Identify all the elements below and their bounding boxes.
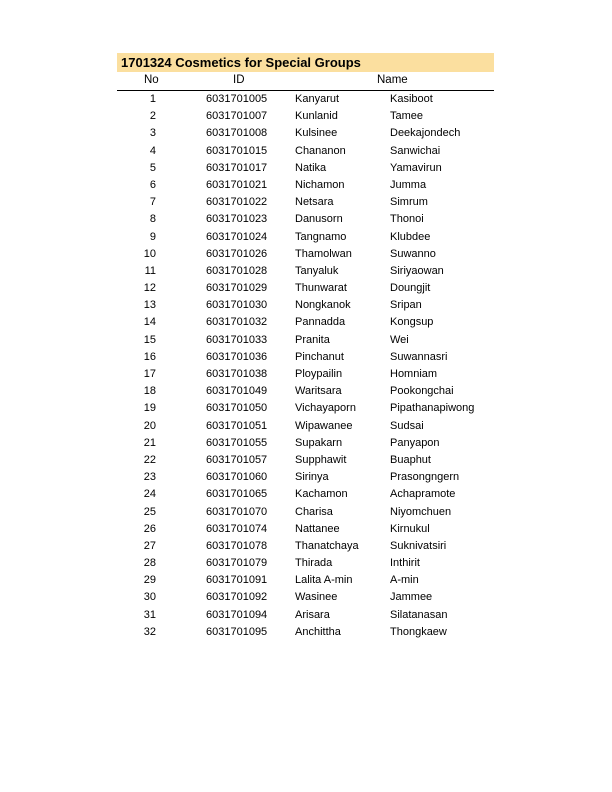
last-name: Kongsup: [390, 316, 434, 329]
row-number: 5: [149, 161, 156, 174]
first-name: Thamolwan: [295, 247, 352, 260]
last-name: Pookongchai: [390, 385, 454, 398]
row-number: 11: [144, 264, 156, 277]
last-name: Pipathanapiwong: [390, 402, 475, 415]
row-number: 25: [143, 505, 156, 518]
last-name: Tamee: [390, 110, 424, 123]
first-name: Vichayaporn: [295, 402, 356, 415]
table-row: [117, 418, 494, 435]
table-row: [117, 383, 494, 400]
student-id: 6031701032: [206, 316, 268, 329]
last-name: Suknivatsiri: [390, 539, 447, 552]
student-id: 6031701015: [206, 144, 268, 157]
first-name: Tangnamo: [295, 230, 347, 243]
row-number: 7: [149, 196, 156, 209]
table-row: [117, 366, 494, 383]
row-number: 1: [149, 93, 156, 105]
table-row: [117, 297, 494, 314]
row-number: 20: [143, 419, 156, 432]
last-name: Kasiboot: [390, 93, 433, 105]
student-id: 6031701051: [206, 419, 268, 432]
last-name: Buaphut: [390, 453, 431, 466]
row-number: 13: [143, 299, 156, 312]
student-id: 6031701017: [206, 161, 268, 174]
last-name: Jammee: [390, 591, 433, 604]
first-name: Nongkanok: [295, 299, 351, 312]
first-name: Natika: [295, 161, 327, 174]
row-number: 19: [143, 402, 156, 415]
first-name: Nichamon: [295, 178, 345, 191]
student-id: 6031701008: [206, 127, 268, 140]
table-row: [117, 555, 494, 572]
student-id: 6031701074: [206, 522, 268, 535]
table-row: [117, 452, 494, 469]
row-number: 14: [143, 316, 156, 329]
table-row: [117, 435, 494, 452]
row-number: 31: [143, 608, 156, 621]
row-number: 16: [143, 350, 156, 363]
table-row: [117, 263, 494, 280]
table-row: [117, 314, 494, 331]
student-id: 6031701092: [206, 591, 268, 604]
row-number: 15: [143, 333, 156, 346]
student-id: 6031701028: [206, 264, 268, 277]
student-id: 6031701095: [206, 625, 268, 638]
table-row: [117, 349, 494, 366]
row-number: 10: [143, 247, 156, 260]
row-number: 6: [149, 178, 156, 191]
table-row: [117, 400, 494, 417]
row-number: 29: [143, 574, 156, 587]
first-name: Netsara: [295, 196, 334, 209]
last-name: Sudsai: [390, 419, 424, 432]
table-row: [117, 246, 494, 263]
first-name: Wipawanee: [295, 419, 353, 432]
table-row: [117, 607, 494, 624]
student-id: 6031701024: [206, 230, 268, 243]
table-row: [117, 177, 494, 194]
first-name: Tanyaluk: [295, 264, 339, 277]
first-name: Kachamon: [295, 488, 348, 501]
row-number: 22: [143, 453, 156, 466]
student-id: 6031701049: [206, 385, 268, 398]
last-name: Jumma: [390, 178, 427, 191]
table-row: [117, 624, 494, 641]
student-id: 6031701029: [206, 282, 268, 295]
header-name: Name: [377, 74, 408, 86]
student-id: 6031701055: [206, 436, 268, 449]
row-number: 2: [149, 110, 156, 123]
last-name: Sanwichai: [390, 144, 441, 157]
student-id: 6031701023: [206, 213, 268, 226]
first-name: Waritsara: [295, 385, 342, 398]
row-number: 23: [143, 471, 156, 484]
first-name: Lalita A-min: [295, 574, 353, 587]
last-name: Sripan: [390, 299, 422, 312]
student-id: 6031701038: [206, 368, 268, 380]
student-id: 6031701079: [206, 557, 268, 570]
table-row: [117, 160, 494, 177]
row-number: 27: [143, 539, 156, 552]
first-name: Thanatchaya: [295, 539, 359, 552]
table-row: [117, 572, 494, 589]
table-row: [117, 108, 494, 125]
student-id: 6031701033: [206, 333, 268, 346]
row-number: 4: [149, 144, 156, 157]
first-name: Supphawit: [295, 453, 347, 466]
last-name: Yamavirun: [390, 161, 442, 174]
first-name: Pinchanut: [295, 350, 344, 363]
first-name: Wasinee: [295, 591, 338, 604]
row-number: 28: [143, 557, 156, 570]
student-id: 6031701050: [206, 402, 268, 415]
table-row: [117, 280, 494, 297]
row-number: 8: [149, 213, 156, 226]
last-name: Deekajondech: [390, 127, 461, 140]
table-row: [117, 125, 494, 142]
last-name: Suwannasri: [390, 350, 448, 363]
row-number: 18: [143, 385, 156, 398]
last-name: Siriyaowan: [390, 264, 444, 277]
row-number: 17: [143, 368, 156, 380]
row-number: 32: [143, 625, 156, 638]
table-row: [117, 486, 494, 503]
student-id: 6031701070: [206, 505, 268, 518]
student-id: 6031701036: [206, 350, 268, 363]
last-name: Klubdee: [390, 230, 431, 243]
last-name: Wei: [390, 333, 409, 346]
first-name: Supakarn: [295, 436, 343, 449]
table-row: [117, 589, 494, 606]
first-name: Arisara: [295, 608, 330, 621]
first-name: Pranita: [295, 333, 330, 346]
student-id: 6031701022: [206, 196, 268, 209]
row-number: 21: [143, 436, 156, 449]
last-name: A-min: [390, 574, 419, 587]
first-name: Thirada: [295, 557, 333, 570]
student-id: 6031701005: [206, 93, 268, 105]
student-id: 6031701021: [206, 178, 268, 191]
table-row: [117, 211, 494, 228]
row-number: 24: [143, 488, 156, 501]
last-name: Homniam: [390, 368, 438, 380]
row-number: 26: [143, 522, 156, 535]
last-name: Prasongngern: [390, 471, 460, 484]
student-id: 6031701094: [206, 608, 268, 621]
student-id: 6031701060: [206, 471, 268, 484]
table-row: [117, 332, 494, 349]
last-name: Simrum: [390, 196, 428, 209]
last-name: Achapramote: [390, 488, 456, 501]
student-id: 6031701057: [206, 453, 268, 466]
table-row: [117, 521, 494, 538]
table-row: [117, 143, 494, 160]
last-name: Kirnukul: [390, 522, 430, 535]
student-id: 6031701091: [206, 574, 268, 587]
table-row: [117, 194, 494, 211]
first-name: Kanyarut: [295, 93, 340, 105]
last-name: Suwanno: [390, 247, 436, 260]
column-header-row: [117, 72, 494, 91]
first-name: Chananon: [295, 144, 346, 157]
last-name: Niyomchuen: [390, 505, 452, 518]
student-id: 6031701030: [206, 299, 268, 312]
first-name: Ploypailin: [295, 368, 343, 380]
row-number: 12: [143, 282, 156, 295]
row-number: 3: [149, 127, 156, 140]
last-name: Silatanasan: [390, 608, 448, 621]
student-rows: [117, 91, 494, 641]
student-id: 6031701065: [206, 488, 268, 501]
first-name: Kulsinee: [295, 127, 338, 140]
first-name: Charisa: [295, 505, 333, 518]
table-row: [117, 469, 494, 486]
first-name: Sirinya: [295, 471, 329, 484]
student-id: 6031701078: [206, 539, 268, 552]
header-no: No: [144, 74, 159, 86]
row-number: 30: [143, 591, 156, 604]
last-name: Inthirit: [390, 557, 420, 570]
first-name: Kunlanid: [295, 110, 338, 123]
table-row: [117, 91, 494, 108]
sheet-title: 1701324 Cosmetics for Special Groups: [117, 53, 494, 72]
table-row: [117, 229, 494, 246]
row-number: 9: [149, 230, 156, 243]
student-id: 6031701007: [206, 110, 268, 123]
last-name: Doungjit: [390, 282, 431, 295]
first-name: Nattanee: [295, 522, 340, 535]
table-row: [117, 504, 494, 521]
header-id: ID: [233, 74, 245, 86]
last-name: Panyapon: [390, 436, 440, 449]
last-name: Thonoi: [390, 213, 424, 226]
first-name: Thunwarat: [295, 282, 347, 295]
table-row: [117, 538, 494, 555]
last-name: Thongkaew: [390, 625, 447, 638]
first-name: Danusorn: [295, 213, 343, 226]
student-id: 6031701026: [206, 247, 268, 260]
first-name: Pannadda: [295, 316, 346, 329]
student-list-sheet: [117, 53, 494, 641]
first-name: Anchittha: [295, 625, 341, 638]
